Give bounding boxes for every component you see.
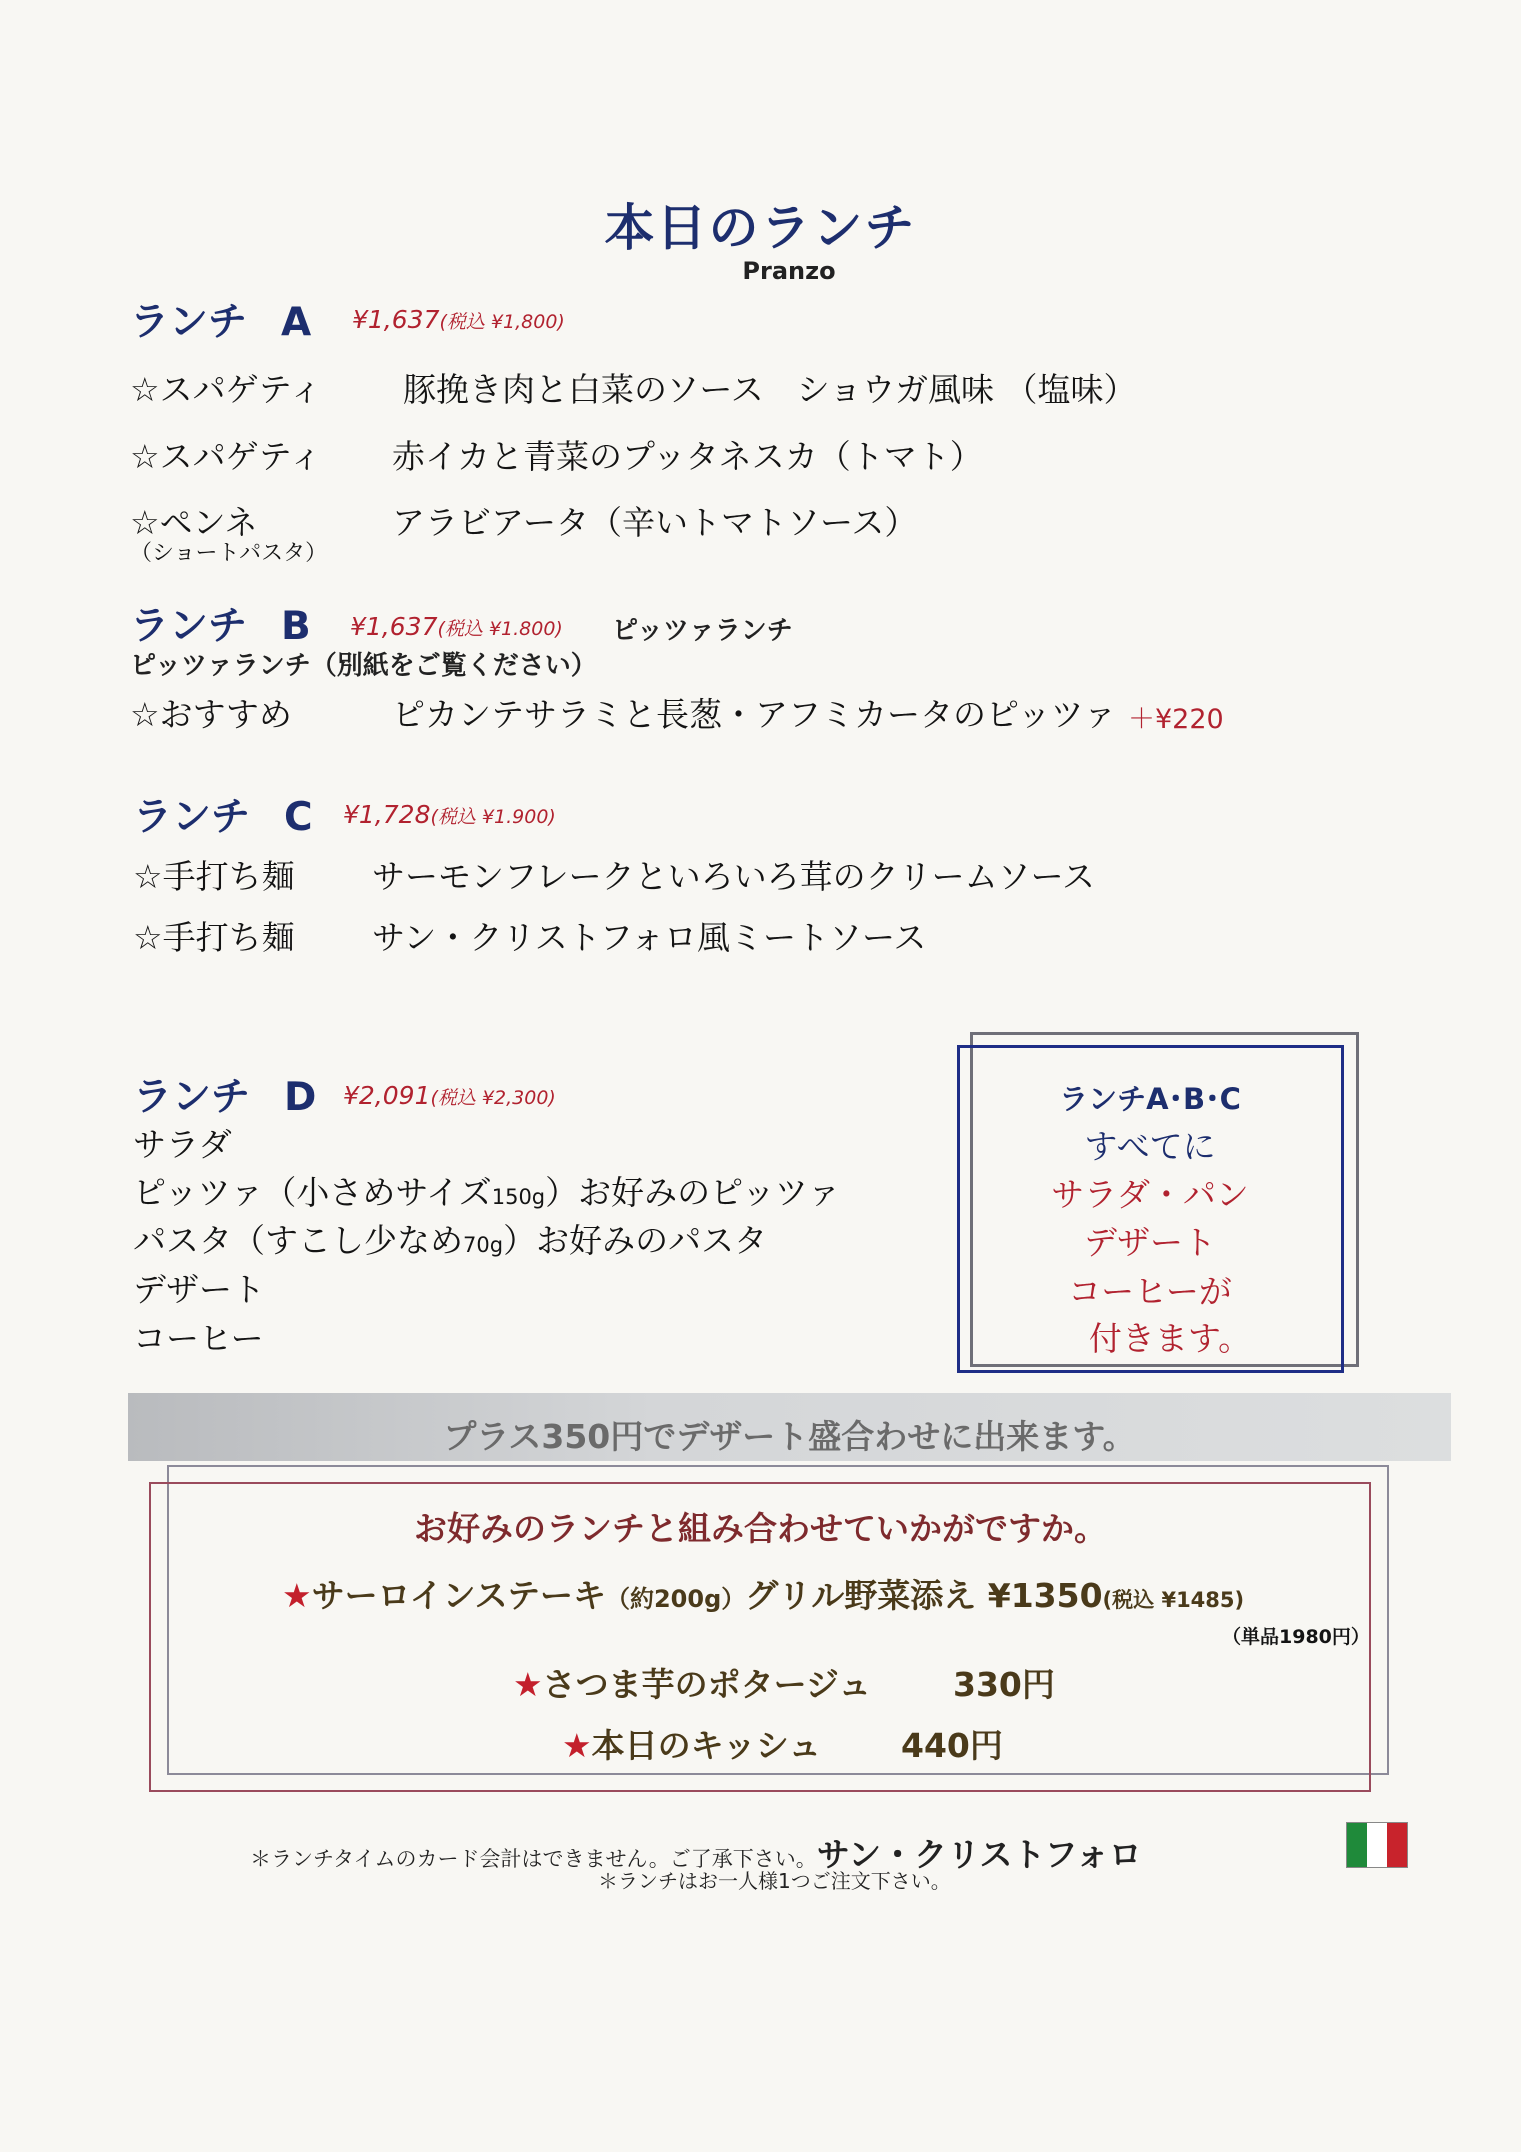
combo-steak [282, 1570, 1244, 1617]
abc-box-line-1: ランチA･B･C [1059, 1082, 1241, 1116]
combo-steak-tax: (税込 ¥1485) [1102, 1588, 1245, 1612]
lunch-a-item-2-name: ☆スパゲティ [130, 437, 322, 476]
lunch-d-pasta-text: パスタ（すこし少なめ [133, 1221, 463, 1260]
lunch-b-price [350, 612, 563, 641]
star-icon: ★ [562, 1726, 592, 1765]
combo-steak-single: （単品1980円） [1222, 1626, 1370, 1648]
abc-box-line-5: コーヒーが [1068, 1272, 1232, 1311]
footer-card-note-text: ＊ランチタイムのカード会計はできません。ご了承下さい。 [250, 1847, 817, 1871]
lunch-b-recommend-name: ☆おすすめ [130, 695, 292, 734]
combo-heading: お好みのランチと組み合わせていかがですか。 [414, 1509, 1107, 1548]
lunch-b-letter: B [281, 604, 311, 649]
lunch-b-note: ピッツァランチ（別紙をご覧ください） [130, 651, 597, 681]
lunch-d-price-value: ¥2,091 [343, 1081, 431, 1110]
lunch-c-item-2-desc: サン・クリストフォロ風ミートソース [372, 918, 927, 957]
footer-order-note: ＊ランチはお一人様1つご注文下さい。 [598, 1869, 951, 1893]
lunch-c-item-2-name: ☆手打ち麺 [133, 918, 295, 957]
lunch-b-price-value: ¥1,637 [350, 612, 438, 641]
lunch-d-tax: (税込 ¥2,300) [430, 1087, 556, 1109]
lunch-d-letter: D [284, 1075, 317, 1120]
lunch-c-heading [133, 786, 313, 842]
dessert-banner-text: プラス350円でデザート盛合わせに出来ます。 [443, 1417, 1136, 1456]
combo-quiche-name: 本日のキッシュ [591, 1726, 822, 1765]
abc-box-line-4: デザート [1084, 1223, 1216, 1262]
lunch-c-item-1-name: ☆手打ち麺 [133, 857, 295, 896]
lunch-d-salad: サラダ [133, 1125, 232, 1164]
lunch-a-price [352, 305, 565, 334]
lunch-b-heading [130, 595, 311, 651]
lunch-d-pizza-text-end: ）お好みのピッツァ [545, 1173, 841, 1212]
combo-steak-weight: （約200g） [605, 1585, 746, 1613]
lunch-a-item-2-desc: 赤イカと青菜のプッタネスカ（トマト） [392, 437, 983, 476]
star-icon: ★ [282, 1576, 312, 1615]
lunch-d-heading [133, 1066, 316, 1122]
flag-white-stripe [1367, 1823, 1387, 1867]
lunch-d-coffee: コーヒー [133, 1319, 264, 1358]
lunch-c-price-value: ¥1,728 [343, 800, 431, 829]
abc-box-line-2: すべてに [1084, 1127, 1216, 1166]
lunch-d-dessert: デザート [133, 1270, 265, 1309]
combo-soup [513, 1659, 871, 1706]
lunch-b-label: ランチ [130, 604, 248, 649]
lunch-c-tax: (税込 ¥1.900) [430, 806, 556, 828]
combo-soup-name: さつま芋のポタージュ [542, 1665, 872, 1704]
lunch-a-label: ランチ [130, 300, 248, 345]
lunch-d-pizza-size: 150g [491, 1185, 546, 1209]
lunch-d-pasta [133, 1215, 767, 1262]
flag-red-stripe [1387, 1823, 1407, 1867]
lunch-a-price-value: ¥1,637 [352, 305, 440, 334]
combo-quiche [562, 1720, 821, 1767]
lunch-a-item-3-name: ☆ペンネ [130, 503, 258, 542]
lunch-a-letter: A [281, 300, 312, 345]
shop-name: サン・クリストフォロ [816, 1835, 1142, 1874]
combo-steak-price: グリル野菜添え ¥1350 [745, 1576, 1103, 1615]
lunch-a-item-1-desc: 豚挽き肉と白菜のソース ショウガ風味 （塩味） [403, 370, 1137, 409]
abc-box-line-3: サラダ・パン [1051, 1175, 1249, 1214]
lunch-d-price [343, 1081, 556, 1110]
lunch-a-heading [130, 291, 311, 347]
page-subtitle: Pranzo [742, 257, 836, 285]
penne-note: （ショートパスタ） [130, 541, 328, 566]
lunch-a-item-1-name: ☆スパゲティ [130, 370, 322, 409]
abc-box-line-6: 付きます。 [1088, 1319, 1252, 1358]
star-icon: ★ [513, 1665, 543, 1704]
lunch-d-pasta-size: 70g [463, 1233, 504, 1257]
lunch-b-extra-price: ＋¥220 [1128, 704, 1224, 735]
flag-green-stripe [1347, 1823, 1367, 1867]
lunch-c-label: ランチ [133, 795, 251, 840]
lunch-d-label: ランチ [133, 1075, 251, 1120]
lunch-b-recommend-desc: ピカンテサラミと長葱・アフミカータのピッツァ [392, 695, 1117, 734]
page-title: 本日のランチ [604, 199, 917, 257]
lunch-b-tax: (税込 ¥1.800) [437, 618, 563, 640]
lunch-c-price [343, 800, 556, 829]
lunch-a-tax: (税込 ¥1,800) [439, 311, 565, 333]
lunch-d-pizza-text: ピッツァ（小さめサイズ [133, 1173, 492, 1212]
lunch-d-pizza [133, 1167, 841, 1214]
lunch-b-tag: ピッツァランチ [612, 616, 793, 646]
italian-flag-icon [1346, 1822, 1408, 1868]
combo-quiche-price: 440円 [901, 1726, 1003, 1765]
combo-steak-name: サーロインステーキ [311, 1576, 606, 1615]
lunch-a-item-3-desc: アラビアータ（辛いトマトソース） [392, 503, 918, 542]
lunch-d-pasta-text-end: ）お好みのパスタ [503, 1221, 768, 1260]
lunch-c-letter: C [284, 795, 313, 840]
lunch-c-item-1-desc: サーモンフレークといろいろ茸のクリームソース [372, 857, 1096, 896]
combo-soup-price: 330円 [953, 1665, 1055, 1704]
